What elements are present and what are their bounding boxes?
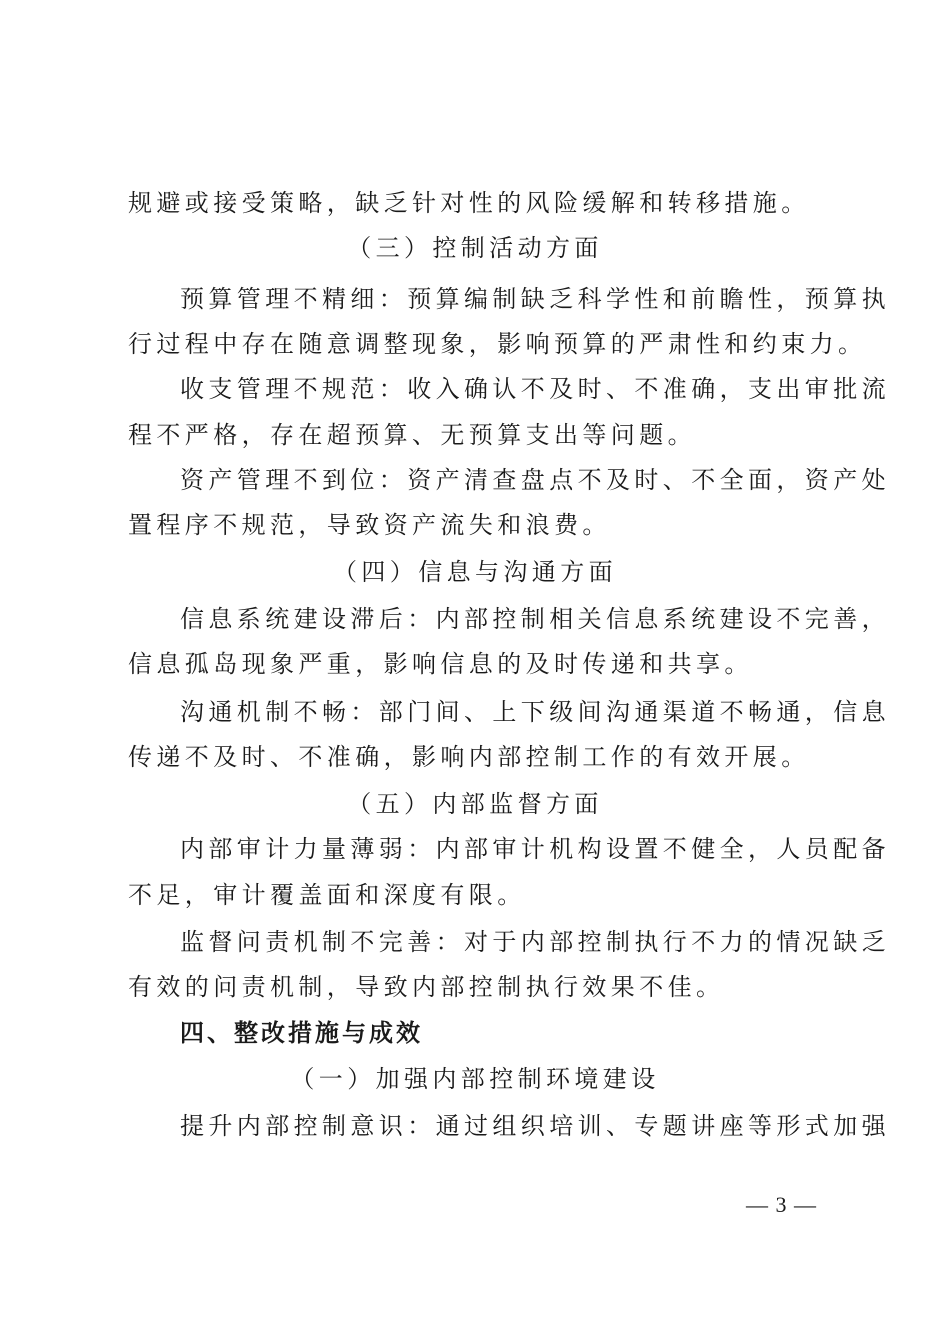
paragraph-line: 程不严格，存在超预算、无预算支出等问题。 [128, 421, 696, 449]
paragraph-line: 沟通机制不畅：部门间、上下级间沟通渠道不畅通，信息 [180, 698, 890, 726]
subsection-heading: （一）加强内部控制环境建设 [290, 1065, 660, 1093]
paragraph-line: 行过程中存在随意调整现象，影响预算的严肃性和约束力。 [128, 330, 867, 358]
body-text-line: 规避或接受策略，缺乏针对性的风险缓解和转移措施。 [128, 189, 810, 217]
paragraph-line: 内部审计力量薄弱：内部审计机构设置不健全，人员配备 [180, 835, 890, 863]
paragraph-line: 有效的问责机制，导致内部控制执行效果不佳。 [128, 973, 725, 1001]
paragraph-line: 监督问责机制不完善：对于内部控制执行不力的情况缺乏 [180, 928, 890, 956]
page-number: — 3 — [746, 1192, 817, 1217]
subsection-heading: （三）控制活动方面 [347, 234, 603, 262]
paragraph-line: 预算管理不精细：预算编制缺乏科学性和前瞻性，预算执 [180, 285, 890, 313]
paragraph-line: 传递不及时、不准确，影响内部控制工作的有效开展。 [128, 743, 810, 771]
subsection-heading: （五）内部监督方面 [347, 790, 603, 818]
paragraph-line: 资产管理不到位：资产清查盘点不及时、不全面，资产处 [180, 466, 890, 494]
paragraph-line: 收支管理不规范：收入确认不及时、不准确，支出审批流 [180, 375, 890, 403]
paragraph-line: 不足，审计覆盖面和深度有限。 [128, 881, 526, 909]
paragraph-line: 置程序不规范，导致资产流失和浪费。 [128, 511, 611, 539]
subsection-heading: （四）信息与沟通方面 [333, 558, 617, 586]
paragraph-line: 信息孤岛现象严重，影响信息的及时传递和共享。 [128, 650, 753, 678]
paragraph-line: 提升内部控制意识：通过组织培训、专题讲座等形式加强 [180, 1112, 890, 1140]
paragraph-line: 信息系统建设滞后：内部控制相关信息系统建设不完善， [180, 605, 890, 633]
section-heading: 四、整改措施与成效 [180, 1019, 423, 1047]
